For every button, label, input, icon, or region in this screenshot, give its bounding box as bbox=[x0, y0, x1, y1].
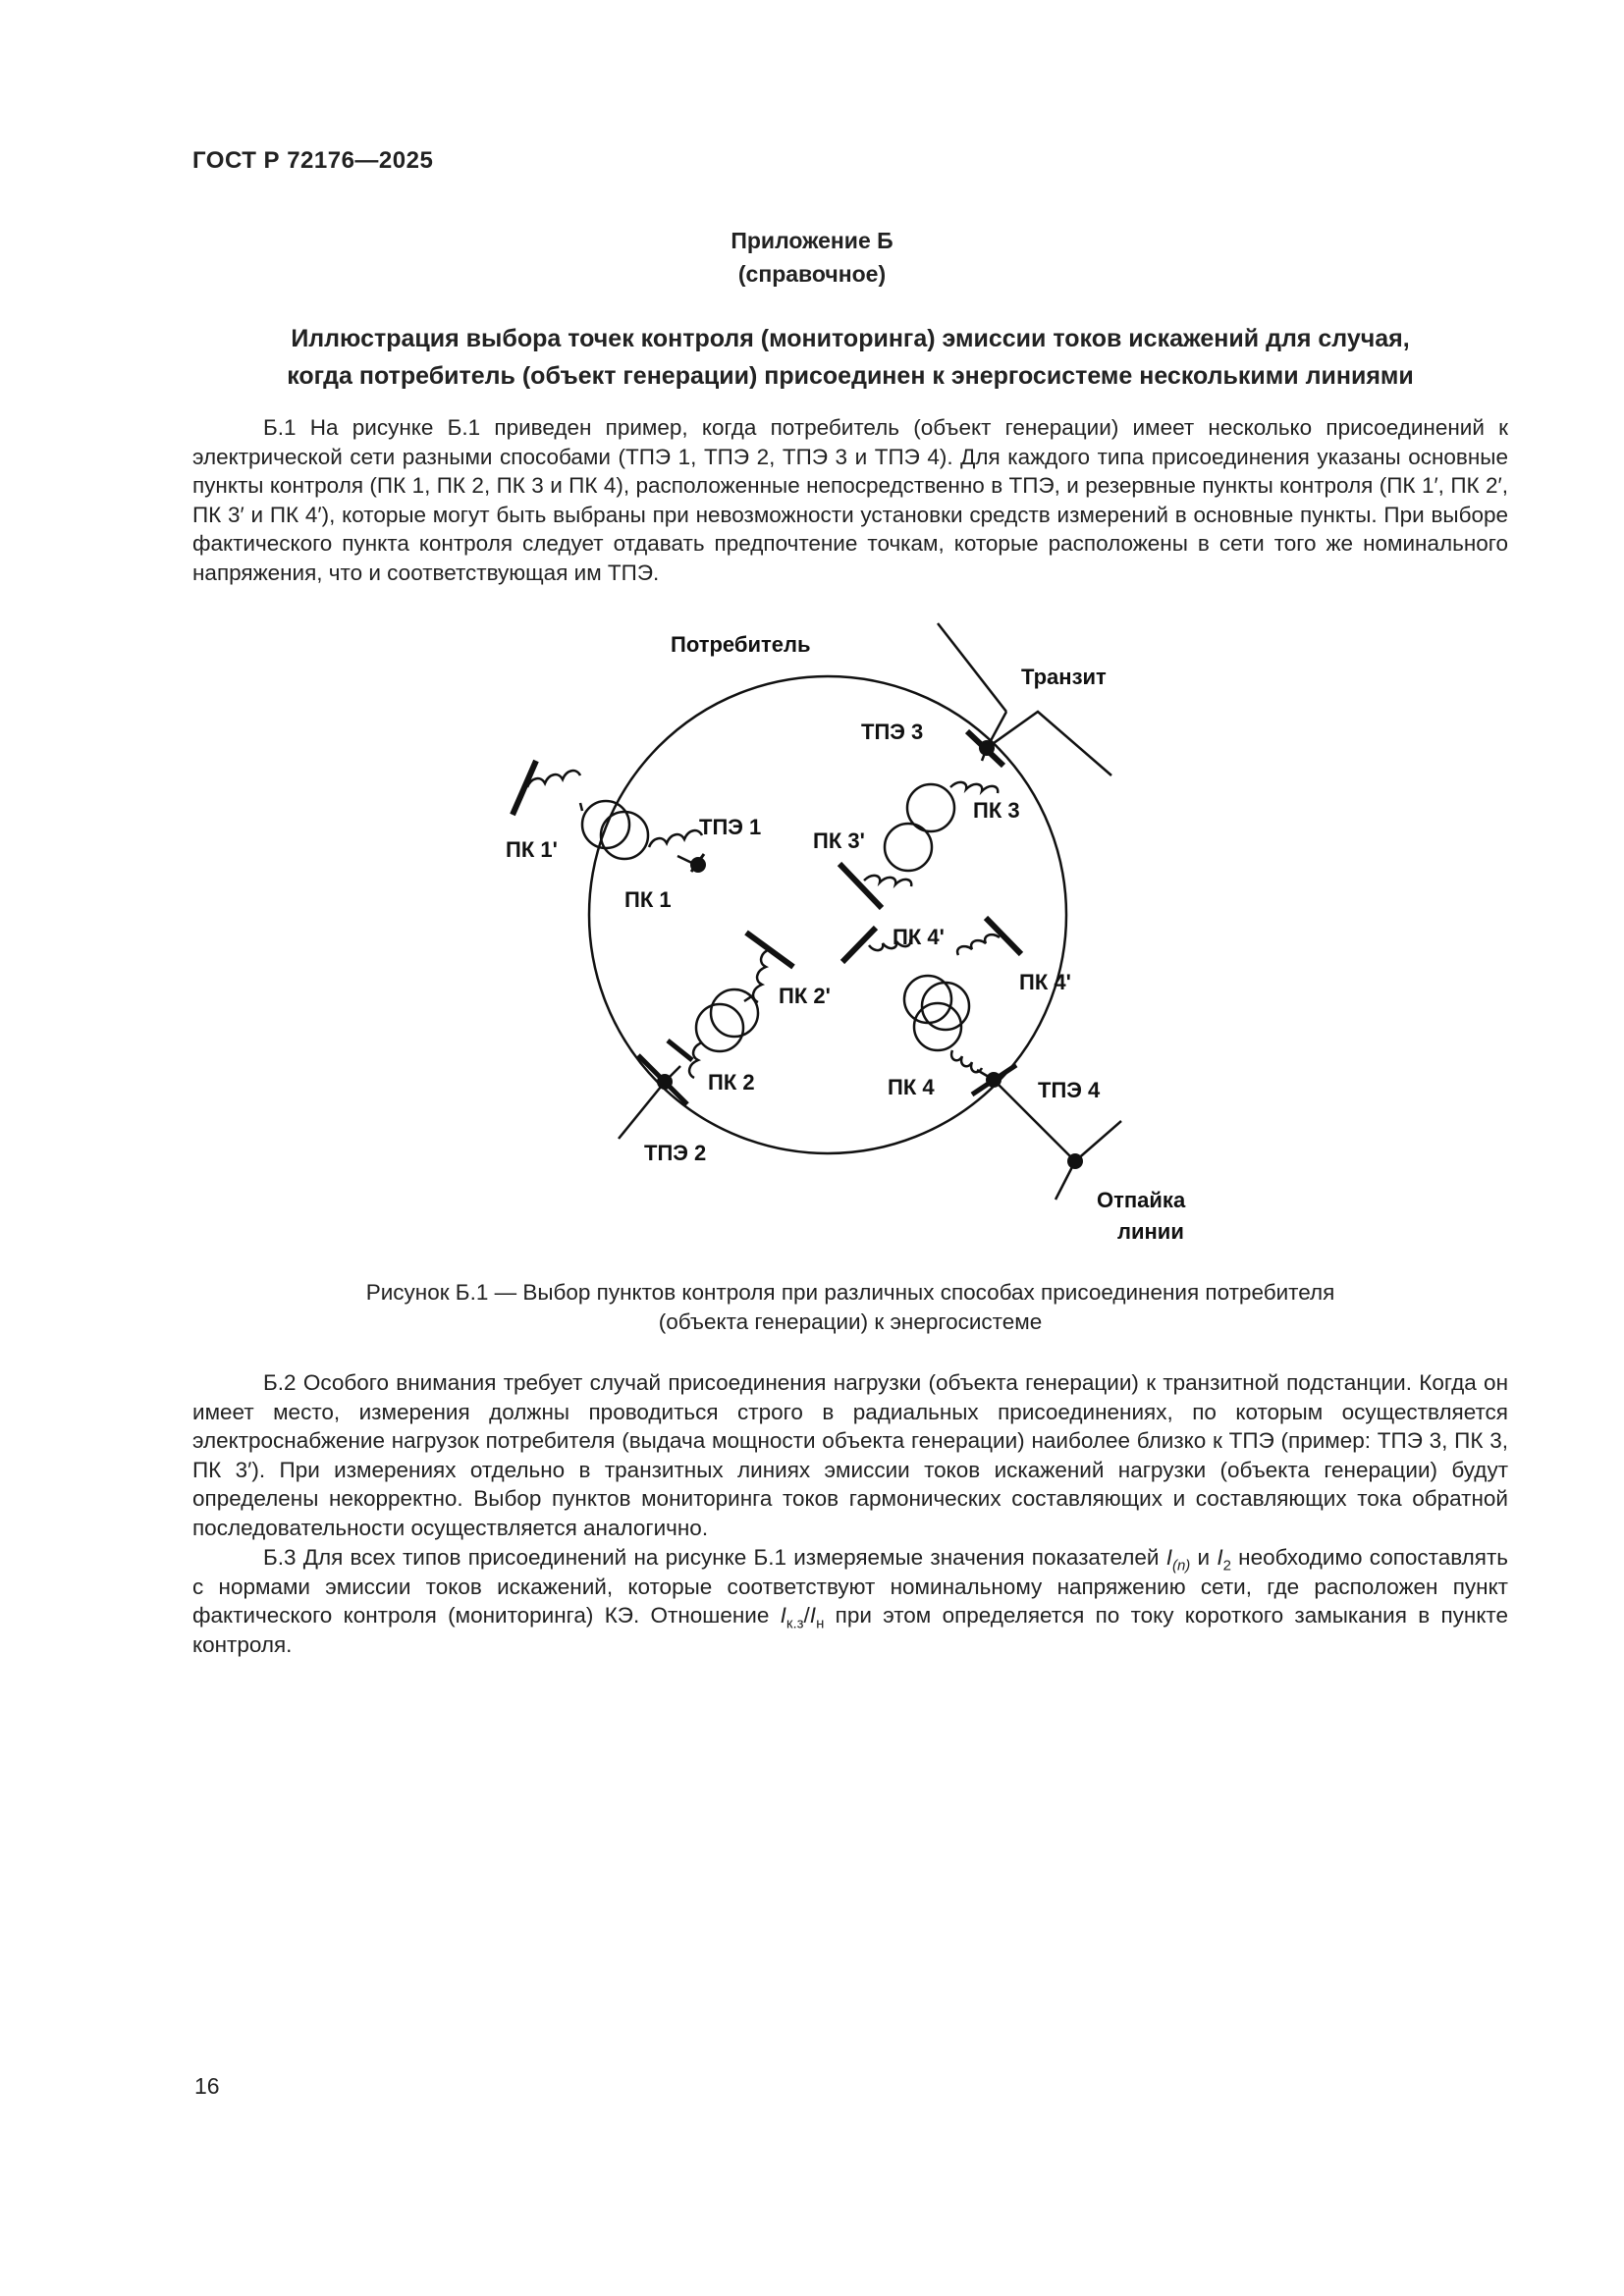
branch2-transformer-a bbox=[711, 989, 758, 1037]
b3-sub-2: 2 bbox=[1222, 1557, 1231, 1575]
label-tap-2: линии bbox=[1117, 1219, 1184, 1244]
b3-symbol-i: I bbox=[1165, 1545, 1172, 1570]
label-pk1p: ПК 1' bbox=[506, 837, 558, 862]
b3-sub-n: (n) bbox=[1171, 1557, 1191, 1575]
branch2-bus-inner bbox=[668, 1041, 692, 1060]
branch2-transformer-b bbox=[696, 1004, 743, 1051]
document-header: ГОСТ Р 72176—2025 bbox=[192, 147, 434, 174]
label-pk2p: ПК 2' bbox=[779, 984, 831, 1008]
b3-text-1: Б.3 Для всех типов присоединений на рисунке Б.1 измеряемые значения показателей bbox=[263, 1545, 1166, 1570]
b3-sub-n2: н bbox=[816, 1615, 825, 1632]
branch4-bus-right bbox=[986, 918, 1021, 954]
label-pk2: ПК 2 bbox=[708, 1070, 755, 1095]
figure-caption bbox=[192, 1278, 1508, 1337]
branch4-tap-line bbox=[1075, 1121, 1121, 1161]
branch1-coil-inner bbox=[649, 830, 702, 847]
main-title-line-1: Иллюстрация выбора точек контроля (мониторинга) эмиссии токов искажений для случая, bbox=[291, 325, 1410, 352]
paragraph-b2: Б.2 Особого внимания требует случай присоединения нагрузки (объекта генерации) к транзитной подстанции. Когда он имеет место, измерения должны проводиться строго в радиальных присоединениях, по которым осуществляется электроснабжение нагрузок потребителя (выдача мощности объекта генерации) наиболее близко к ТПЭ (пример: ТПЭ 3, ПК 3, ПК 3′). При измерениях отдельно в транзитных линиях эмиссии токов искажений нагрузки (объекта генерации) будут определены некорректно. Выбор пунктов мониторинга токов гармонических составляющих и составляющих тока обратной последовательности осуществляется аналогично. bbox=[192, 1370, 1508, 1540]
label-consumer: Потребитель bbox=[671, 632, 811, 657]
b3-symbol-i2: I bbox=[1217, 1545, 1223, 1570]
label-pk1: ПК 1 bbox=[624, 887, 672, 912]
main-title bbox=[192, 320, 1508, 395]
branch1-transformer-b bbox=[601, 812, 648, 859]
b3-text-2: необходимо сопоставлять с нормами эмиссии токов искажений, которые соответствуют номинальному напряжению сети, где расположен пункт фактического контроля (мониторинга) КЭ. Отношение bbox=[192, 1545, 1508, 1629]
label-pk3p: ПК 3' bbox=[813, 828, 865, 853]
branch1-bus bbox=[513, 761, 536, 815]
annex-title: Приложение Б bbox=[731, 228, 893, 253]
tpe2-dot bbox=[657, 1074, 673, 1090]
figure-b1 bbox=[0, 609, 1624, 1276]
annex-subtitle: (справочное) bbox=[737, 261, 887, 287]
branch2-coil-outer bbox=[753, 949, 770, 1002]
transit-line-upper bbox=[938, 623, 1006, 712]
branch3-transformer-b bbox=[907, 784, 954, 831]
paragraph-b1: Б.1 На рисунке Б.1 приведен пример, когда потребитель (объект генерации) имеет несколько присоединений к электрической сети разными способами (ТПЭ 1, ТПЭ 2, ТПЭ 3 и ТПЭ 4). Для каждого типа присоединения указаны основные пункты контроля (ПК 1, ПК 2, ПК 3 и ПК 4), расположенные непосредственно в ТПЭ, и резервные пункты контроля (ПК 1′, ПК 2′, ПК 3′ и ПК 4′), которые могут быть выбраны при невозможности установки средств измерений в основные пункты. При выборе фактического пункта контроля следует отдавать предпочтение точкам, которые расположены в сети того же номинального напряжения, что и соответствующая им ТПЭ. bbox=[192, 415, 1508, 585]
b3-text-3: при этом определяется по току короткого замыкания в пункте контроля. bbox=[192, 1603, 1508, 1657]
label-tpe4: ТПЭ 4 bbox=[1038, 1078, 1101, 1102]
label-pk4: ПК 4 bbox=[888, 1075, 935, 1099]
branch4-bus-left bbox=[842, 928, 876, 962]
transit-line-lower bbox=[987, 712, 1111, 775]
main-title-line-2: когда потребитель (объект генерации) присоединен к энергосистеме несколькими линиями bbox=[287, 362, 1414, 390]
tpe4-dot bbox=[986, 1072, 1001, 1088]
b3-symbol-ik: I bbox=[780, 1603, 786, 1629]
branch3-coil-inner bbox=[864, 876, 911, 886]
b3-symbol-in: I bbox=[809, 1603, 817, 1629]
label-transit: Транзит bbox=[1021, 665, 1107, 689]
branch2-external-line bbox=[619, 1081, 666, 1139]
tap-dot bbox=[1067, 1153, 1083, 1169]
label-pk3: ПК 3 bbox=[973, 798, 1020, 823]
annex-heading bbox=[0, 224, 1624, 291]
figure-caption-line-1: Рисунок Б.1 — Выбор пунктов контроля при различных способах присоединения потребителя bbox=[365, 1280, 1335, 1305]
tpe3-dot bbox=[979, 740, 995, 756]
label-pk4p-left: ПК 4' bbox=[893, 925, 945, 949]
figure-caption-line-2: (объекта генерации) к энергосистеме bbox=[658, 1309, 1043, 1334]
circuit-diagram bbox=[0, 609, 1624, 1276]
branch3-coil-outer bbox=[950, 782, 998, 793]
label-tpe3: ТПЭ 3 bbox=[861, 720, 924, 744]
b3-sub-kz: к.з bbox=[785, 1615, 804, 1632]
label-tpe2: ТПЭ 2 bbox=[644, 1141, 707, 1165]
branch1-coil-outer bbox=[527, 771, 580, 787]
label-tpe1: ТПЭ 1 bbox=[699, 815, 762, 839]
paragraph-b3 bbox=[192, 1543, 1508, 1659]
branch4-coil-right bbox=[957, 934, 1000, 955]
tpe1-dot bbox=[690, 857, 706, 873]
b3-slash: / bbox=[803, 1603, 810, 1629]
branch3-bus bbox=[839, 864, 882, 908]
b3-and: и bbox=[1190, 1545, 1218, 1570]
page-number: 16 bbox=[194, 2073, 220, 2099]
branch4-coil-bottom bbox=[951, 1050, 982, 1072]
label-tap-1: Отпайка bbox=[1097, 1188, 1186, 1212]
label-pk4p-right: ПК 4' bbox=[1019, 970, 1071, 994]
